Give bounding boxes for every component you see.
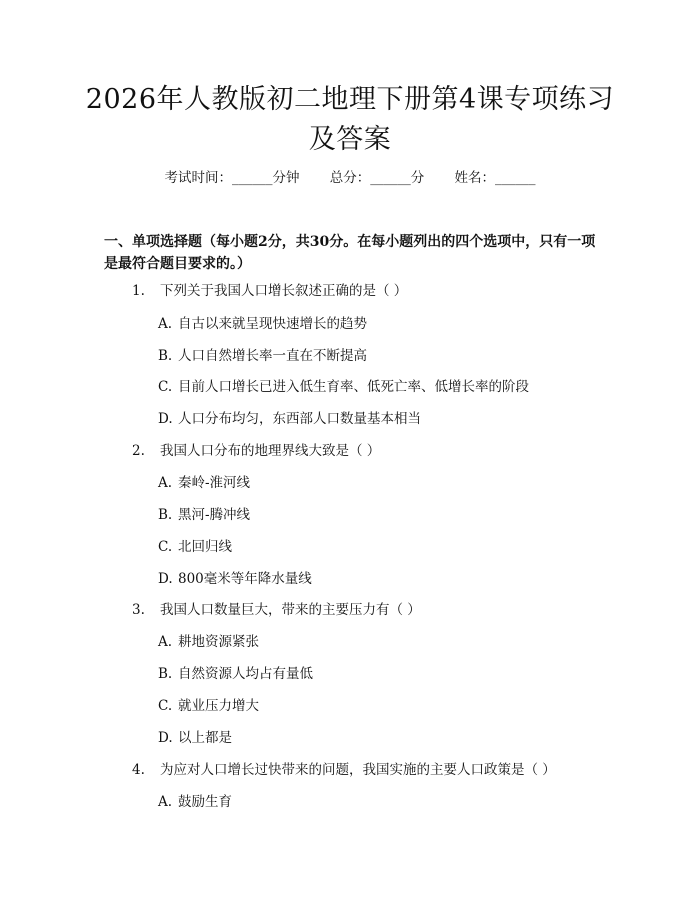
question-2-option-c	[158, 537, 232, 557]
option-letter: B.	[158, 666, 173, 682]
title-line-2: 及答案	[308, 124, 392, 155]
question-2	[132, 441, 380, 461]
option-text: 以上都是	[178, 730, 232, 746]
question-text: 我国人口数量巨大，带来的主要压力有（ ）	[160, 602, 421, 618]
option-letter: A.	[158, 794, 173, 810]
question-number: 2.	[132, 443, 145, 459]
option-letter: A.	[158, 475, 173, 491]
question-number: 3.	[132, 602, 145, 618]
question-3-option-b	[158, 664, 313, 684]
option-letter: B.	[158, 348, 173, 364]
option-letter: C.	[158, 698, 173, 714]
title-line-1: 2026年人教版初二地理下册第4课专项练习	[85, 84, 615, 115]
question-3-option-d	[158, 728, 232, 748]
question-1-option-c	[158, 377, 529, 397]
option-text: 黑河-腾冲线	[178, 507, 251, 523]
question-1	[132, 281, 407, 301]
option-text: 800毫米等年降水量线	[178, 571, 312, 587]
question-text: 为应对人口增长过快带来的问题，我国实施的主要人口政策是（ ）	[160, 762, 556, 778]
section-heading-line-1: 一、单项选择题（每小题2分，共30分。在每小题列出的四个选项中，只有一项	[104, 234, 596, 250]
question-4-option-a	[158, 792, 232, 812]
question-number: 4.	[132, 762, 145, 778]
option-letter: C.	[158, 539, 173, 555]
exam-info-line	[0, 168, 700, 188]
option-letter: A.	[158, 634, 173, 650]
exam-time-field: 考试时间：______分钟	[164, 170, 300, 186]
section-heading	[104, 231, 604, 275]
question-number: 1.	[132, 283, 145, 299]
document-title	[60, 80, 640, 160]
question-text: 我国人口分布的地理界线大致是（ ）	[160, 443, 381, 459]
option-text: 人口分布均匀，东西部人口数量基本相当	[178, 411, 421, 427]
question-2-option-b	[158, 505, 250, 525]
option-text: 自然资源人均占有量低	[178, 666, 313, 682]
section-heading-line-2: 是最符合题目要求的。）	[104, 256, 251, 272]
question-2-option-d	[158, 569, 312, 589]
option-text: 就业压力增大	[178, 698, 259, 714]
option-text: 自古以来就呈现快速增长的趋势	[178, 316, 367, 332]
option-text: 秦岭-淮河线	[178, 475, 251, 491]
question-1-option-a	[158, 314, 367, 334]
question-4	[132, 760, 556, 780]
option-text: 鼓励生育	[178, 794, 232, 810]
name-field: 姓名：______	[454, 170, 536, 186]
option-letter: C.	[158, 379, 173, 395]
question-3	[132, 600, 421, 620]
option-text: 目前人口增长已进入低生育率、低死亡率、低增长率的阶段	[178, 379, 529, 395]
option-letter: D.	[158, 571, 173, 587]
total-score-field: 总分：______分	[329, 170, 425, 186]
question-2-option-a	[158, 473, 250, 493]
question-3-option-c	[158, 696, 259, 716]
question-1-option-d	[158, 409, 421, 429]
question-text: 下列关于我国人口增长叙述正确的是（ ）	[160, 283, 408, 299]
option-text: 耕地资源紧张	[178, 634, 259, 650]
option-letter: A.	[158, 316, 173, 332]
option-letter: D.	[158, 411, 173, 427]
question-1-option-b	[158, 346, 367, 366]
option-letter: B.	[158, 507, 173, 523]
option-text: 北回归线	[178, 539, 232, 555]
option-text: 人口自然增长率一直在不断提高	[178, 348, 367, 364]
question-3-option-a	[158, 632, 259, 652]
option-letter: D.	[158, 730, 173, 746]
